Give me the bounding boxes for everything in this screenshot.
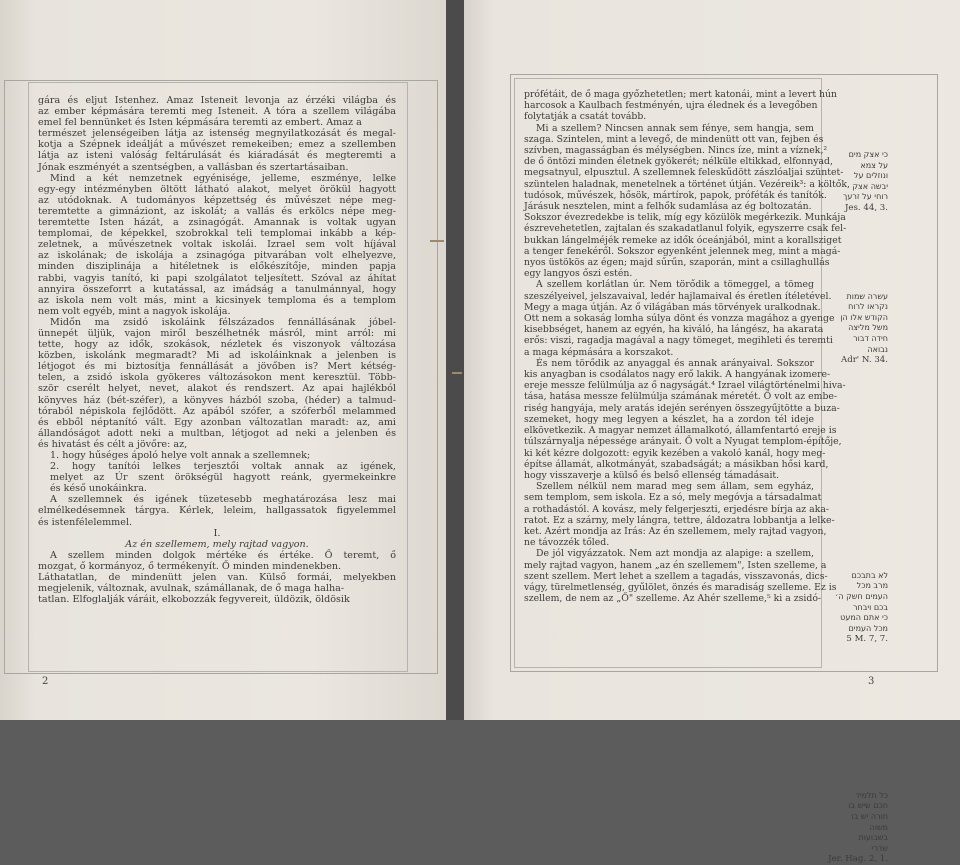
text-line: Mind a két nemzetnek egyénisége, jelleme, eszménye, lelke — [50, 172, 396, 184]
text-line: Láthatatlan, de mindenütt jelen van. Külső formái, melyekben — [38, 572, 396, 584]
left-page — [0, 0, 446, 720]
text-line: és hivatást és célt a jövőre: az, — [38, 438, 188, 450]
margin-note-hebrew-line: לא בתבכם — [851, 570, 888, 580]
text-line: teremtette a gimnáziont, az iskolát; a vallás és erkölcs népe meg- — [38, 205, 396, 217]
text-line: állandóságot adott neki a multban, létjogot ad neki a jelenben és — [38, 427, 396, 439]
margin-note — [824, 292, 888, 366]
text-line: 2. hogy tanítói lelkes terjesztői voltak annak az igének, — [50, 461, 396, 473]
text-line: a tenger fenekéről. Sokszor egyenként jelennek meg, mint a magá- — [524, 245, 841, 257]
text-line: rabbi, vagyis tanító, ki papi szolgálatot teljesített. Szóval az áhítat — [38, 272, 396, 284]
margin-note-hebrew-line: עשרה שמות — [846, 291, 888, 301]
text-line: látja az isteni valóság feltárulását és kiáradását és megteremti a — [38, 150, 396, 162]
margin-note-reference: Jes. 44, 3. — [844, 202, 888, 213]
text-line: és istenfélelemmel. — [38, 516, 133, 528]
text-line: de ő öntözi minden életnek gyökerét; nélküle eltikkad, elfonnyad, — [524, 156, 833, 168]
margin-note-hebrew-line: העמים חשק ה׳ — [835, 591, 888, 601]
text-line: az iskola nem volt más, mint a kicsinyek temploma és a templom — [38, 294, 396, 306]
margin-note-hebrew-line: נבואה — [867, 344, 888, 354]
text-line: A szellem korlátlan úr. Nem törődik a tömeggel, a tömeg — [536, 279, 814, 291]
text-line: ne távozzék tőled. — [524, 537, 610, 549]
margin-note-hebrew-line: משל מליצה — [848, 323, 888, 333]
text-line: megsatnyul, elpusztul. A szellemnek feleskűdött zászlóaljai szüntet- — [524, 167, 844, 179]
text-line: De jól vigyázzatok. Nem azt mondja az alapige: a szellem, — [536, 548, 814, 560]
margin-note-hebrew-line: על צמא — [860, 160, 888, 170]
text-line: elmélkedésemnek tárgya. Kérlek, leleim, hallgassatok figyelemmel — [38, 505, 396, 517]
text-line: erős: viszi, ragadja magával a nagy tömeget, megihleti és teremti — [524, 335, 833, 347]
margin-note-hebrew-line: רוחי על זרעך — [843, 192, 888, 202]
text-line: Sokszor évezredekbe is telik, míg egy közülök megérkezik. Munkája — [524, 212, 846, 224]
margin-note-reference: Adr' N. 34. — [840, 355, 888, 366]
margin-note-hebrew-line: הקודש אלו הן — [840, 312, 888, 322]
margin-note-hebrew-line: בכם ויבחר — [852, 602, 888, 612]
left-page-body-text — [38, 95, 396, 605]
margin-note-hebrew-line: נקראו לרוח — [848, 302, 888, 312]
binding-thread — [430, 240, 444, 242]
text-line: ki két kézre dolgozott: egyik kezében a vakoló kanál, hogy meg- — [524, 447, 826, 459]
text-line: És nem törődik az anyaggal és annak arányaival. Sokszor — [536, 357, 814, 369]
text-line: tása, hatása messze felülmúlja számának méretét. Ő volt az embe- — [524, 391, 838, 403]
margin-note-hebrew-line: יבשה אצק — [852, 181, 888, 191]
text-line: szaga. Szintelen, mint a levegő, de mindenütt ott van, fejben és — [524, 133, 824, 145]
margin-note-hebrew-line: שדרי — [871, 843, 888, 853]
margin-note-hebrew-line: חידה דבור — [853, 333, 888, 343]
text-line: I. — [213, 527, 221, 539]
text-line: folytatják a csatát tovább. — [524, 111, 647, 123]
text-line: észrevehetetlen, zajtalan és szakadatlanul folyik, egyszerre csak fel- — [524, 223, 847, 235]
text-line: ünnepét üljük, vajon miről beszélhetnék másról, mint arról: mi — [38, 327, 396, 339]
text-line: Mi a szellem? Nincsen annak sem fénye, sem hangja, sem — [536, 122, 814, 134]
text-line: Midőn ma zsidó iskoláink félszázados fennállásának jóbel- — [50, 316, 396, 328]
text-line: templomai, de képekkel, szobrokkal teli templomai inkább a kép- — [38, 228, 396, 240]
text-line: az utódoknak. A tudományos képzettség és művészet népe meg- — [38, 194, 396, 206]
text-line: az ember képmására teremti meg Isteneit. A tóra a szellem világába — [38, 106, 396, 118]
text-line: megjelenik, változnak, avulnak, számállanak, de ő maga halha- — [38, 583, 345, 595]
text-line: és ebből néptanító vált. Egy azonban változatlan maradt: az, ami — [38, 416, 396, 428]
text-line: Szellem nélkül nem marad meg sem állam, sem egyház, — [536, 481, 814, 493]
right-page-number: 3 — [868, 676, 875, 687]
text-line: vágy, türelmetlenség, gyűlölet, önzés és maradiság szelleme. Ez is — [524, 581, 837, 593]
text-line: a rothadástól. A kovász, mely felgerjeszti, erjedésre bírja az aka- — [524, 503, 830, 515]
text-line: tudósok, művészek, hősök, mártírok, papok, próféták és tanítók. — [524, 189, 827, 201]
margin-note-hebrew-line: כי אצק מים — [848, 150, 888, 159]
margin-note — [824, 150, 888, 214]
text-line: minden disziplinája a hitéletnek is előkészítője, minden papja — [38, 261, 396, 273]
text-line: kis anyagban is csodálatos nagy erő lakik. A hangyának izomere- — [524, 369, 831, 381]
text-line: mely rajtad vagyon, hanem „az én szellemem", Isten szelleme, a — [524, 559, 827, 571]
margin-note-reference: 5 M. 7, 7. — [846, 634, 888, 645]
text-line: nem volt egyéb, mint a nagyok iskolája. — [38, 305, 231, 317]
text-line: közben, iskolánk megmaradt? Mi ad iskoláinknak a jelenben is — [38, 350, 396, 362]
text-line: egy langyos őszi estén. — [524, 268, 633, 280]
text-line: elkövetkezik. A magyar nemzet államalkotó, államfentartó ereje is — [524, 425, 837, 437]
text-line: 1. hogy hűséges ápoló helye volt annak a szellemnek; — [50, 450, 311, 461]
text-line: A szellem minden dolgok mértéke és értéke. Ő teremt, ő — [50, 549, 396, 561]
text-line: prófétáit, de ő maga győzhetetlen; mert katonái, mint a levert hún — [524, 89, 837, 100]
margin-note-hebrew-line: כל תלמיד — [855, 790, 888, 800]
text-line: ratot. Ez a szárny, mely lángra, tettre, áldozatra lobbantja a lelke- — [524, 514, 835, 526]
margin-note — [824, 571, 888, 645]
text-line: ket. Azért mondja az Irás: Az én szellemem, mely rajtad vagyon, — [524, 525, 827, 537]
left-page-number: 2 — [42, 676, 49, 687]
text-line: hogy visszaverje a külső és belső ellenség támadásait. — [524, 469, 780, 481]
text-line: és késő unokáinkra. — [50, 483, 147, 495]
text-line: természet jelenségeiben látja az istenség megnyilatkozását és megal- — [38, 128, 396, 140]
text-line: a maga képmására a korszakot. — [524, 346, 674, 358]
margin-notes — [824, 150, 888, 865]
text-line: szent szellem. Mert lehet a szellem a tagadás, visszavonás, dics- — [524, 570, 828, 582]
right-page — [464, 0, 960, 865]
text-line: nyos üstökös az égen; majd sűrűn, szaporán, mint a csillaghullás — [524, 257, 830, 269]
margin-note-hebrew-line: חכם שיש בו — [848, 801, 888, 811]
margin-note-hebrew-line: חורה יש בו — [851, 812, 888, 822]
text-line: kisebbséget, hanem az egyén, ha kiváló, ha lángész, ha akarata — [524, 324, 824, 336]
text-line: A szellemnek és igének tüzetesebb meghatározása lesz mai — [50, 494, 396, 506]
text-line: építse államát, alkotmányát, szabadságát; a másikban hősi kard, — [524, 458, 829, 470]
book-gutter — [446, 0, 464, 720]
text-line: szellem, de nem az „Ő" szelleme. Az Ahér szelleme,⁵ ki a zsidó- — [524, 593, 822, 605]
margin-note-hebrew-line: משוה — [869, 822, 888, 832]
text-line: riség hangyája, mely aratás idején serényen összegyűjtötte a buza- — [524, 402, 840, 414]
margin-note-hebrew-line: כי אתם המעט — [840, 613, 888, 623]
margin-note-reference: Jer. Hag. 2, 1. — [828, 854, 888, 865]
text-line: kotja a Szépnek ideálját a művészet remekeiben; emez a szellemben — [38, 139, 396, 151]
text-line: tóraból népiskola fejlődött. Az apából szófer, a szóferből melammed — [38, 405, 396, 417]
text-line: egy-egy intézményben öltött látható alakot, melyet örökül hagyott — [38, 183, 396, 195]
text-line: harcosok a Kaulbach festményén, ujra élednek és a levegőben — [524, 100, 818, 112]
text-line: ereje messze felülmúlja az ő nagyságát.⁴ Izrael világtörténelmi hiva- — [524, 380, 846, 392]
text-line: bukkan lángelméjék remeke az idők óceánjából, mint a korallsziget — [524, 234, 842, 246]
text-line: tette, hogy az idők, szokások, nézletek és viszonyok változása — [38, 339, 396, 351]
text-line: Megy a maga útján. Az ő világában más törvények uralkodnak. — [524, 301, 821, 313]
right-page-body-text — [524, 89, 850, 605]
text-line: Az én szellemem, mely rajtad vagyon. — [125, 538, 309, 550]
text-line: Jónak eszményét a szentségben, a vallásban és szertartásaiban. — [38, 161, 349, 173]
text-line: telen, a zsidó iskola gyökeres változásokon ment keresztül. Több- — [38, 372, 396, 384]
binding-thread — [452, 372, 462, 374]
text-line: gára és eljut Istenhez. Amaz Isteneit levonja az érzéki világba és — [38, 95, 396, 106]
text-line: melyet az Úr szent örökségül hagyott reánk, gyermekeinkre — [50, 472, 396, 484]
margin-note-hebrew-line: מכל העמים — [848, 623, 888, 633]
text-line: létjogot és mi biztosítja fennállását a jövőben is? Mert kétség- — [38, 361, 396, 373]
text-line: tatlan. Elfoglalják váráit, elkobozzák fegyvereit, üldözik, öldösik — [38, 594, 350, 606]
margin-note-hebrew-line: בשבועות — [858, 833, 888, 843]
text-line: emel fel bennünket és Isten képmására teremti az embert. Amaz a — [38, 117, 362, 129]
margin-note — [824, 791, 888, 865]
text-line: Ott nem a sokaság lomha súlya dönt és vonzza magához a gyenge — [524, 313, 835, 325]
text-line: könyves ház (bét-széfer), a könyves házból szoba, (héder) a talmud- — [38, 394, 396, 406]
margin-note-hebrew-line: ונוזלים על — [853, 171, 888, 181]
text-line: szüntelen haladnak, menetelnek a történet útján. Vezéreik³: a költők, — [524, 178, 850, 190]
text-line: szívben, magasságban és mélységben. Nincs íze, mint a víznek,² — [524, 145, 828, 157]
text-line: annyira összeforrt a kutatással, az imádság a tanulmánnyal, hogy — [38, 283, 396, 295]
margin-note-hebrew-line: מרב מכל — [856, 581, 888, 591]
text-line: az iskolának; de iskolája a zsinagóga pitvarában volt elhelyezve, — [38, 250, 396, 262]
text-line: szemeket, hogy meg legyen a készlet, ha a zordon tél ideje — [524, 413, 814, 425]
text-line: zeletnek, a művészetnek voltak iskolái. Izrael sem volt híjával — [38, 239, 396, 251]
text-line: mozgat, ő kormányoz, ő termékenyít. Ő minden mindenekben. — [38, 560, 342, 572]
text-line: túlszárnyalja népessége arányait. Ő volt a Nyugat templom-építője, — [524, 436, 842, 448]
text-line: szeszélyeivel, jelszavaival, ledér hajlamaival és éretlen ítéletével. — [524, 290, 832, 302]
text-line: ször cserélt helyet, nevet, alakot és rendszert. Az apai hajlékból — [38, 383, 396, 395]
text-line: Járásuk nesztelen, mint a felhők sudamlása az ég boltozatán. — [524, 201, 812, 213]
text-line: teremtette Isten házát, a zsinagógát. Amannak is voltak ugyan — [38, 217, 396, 229]
text-line: sem templom, sem iskola. Ez a só, mely megóvja a társadalmat — [524, 492, 822, 504]
